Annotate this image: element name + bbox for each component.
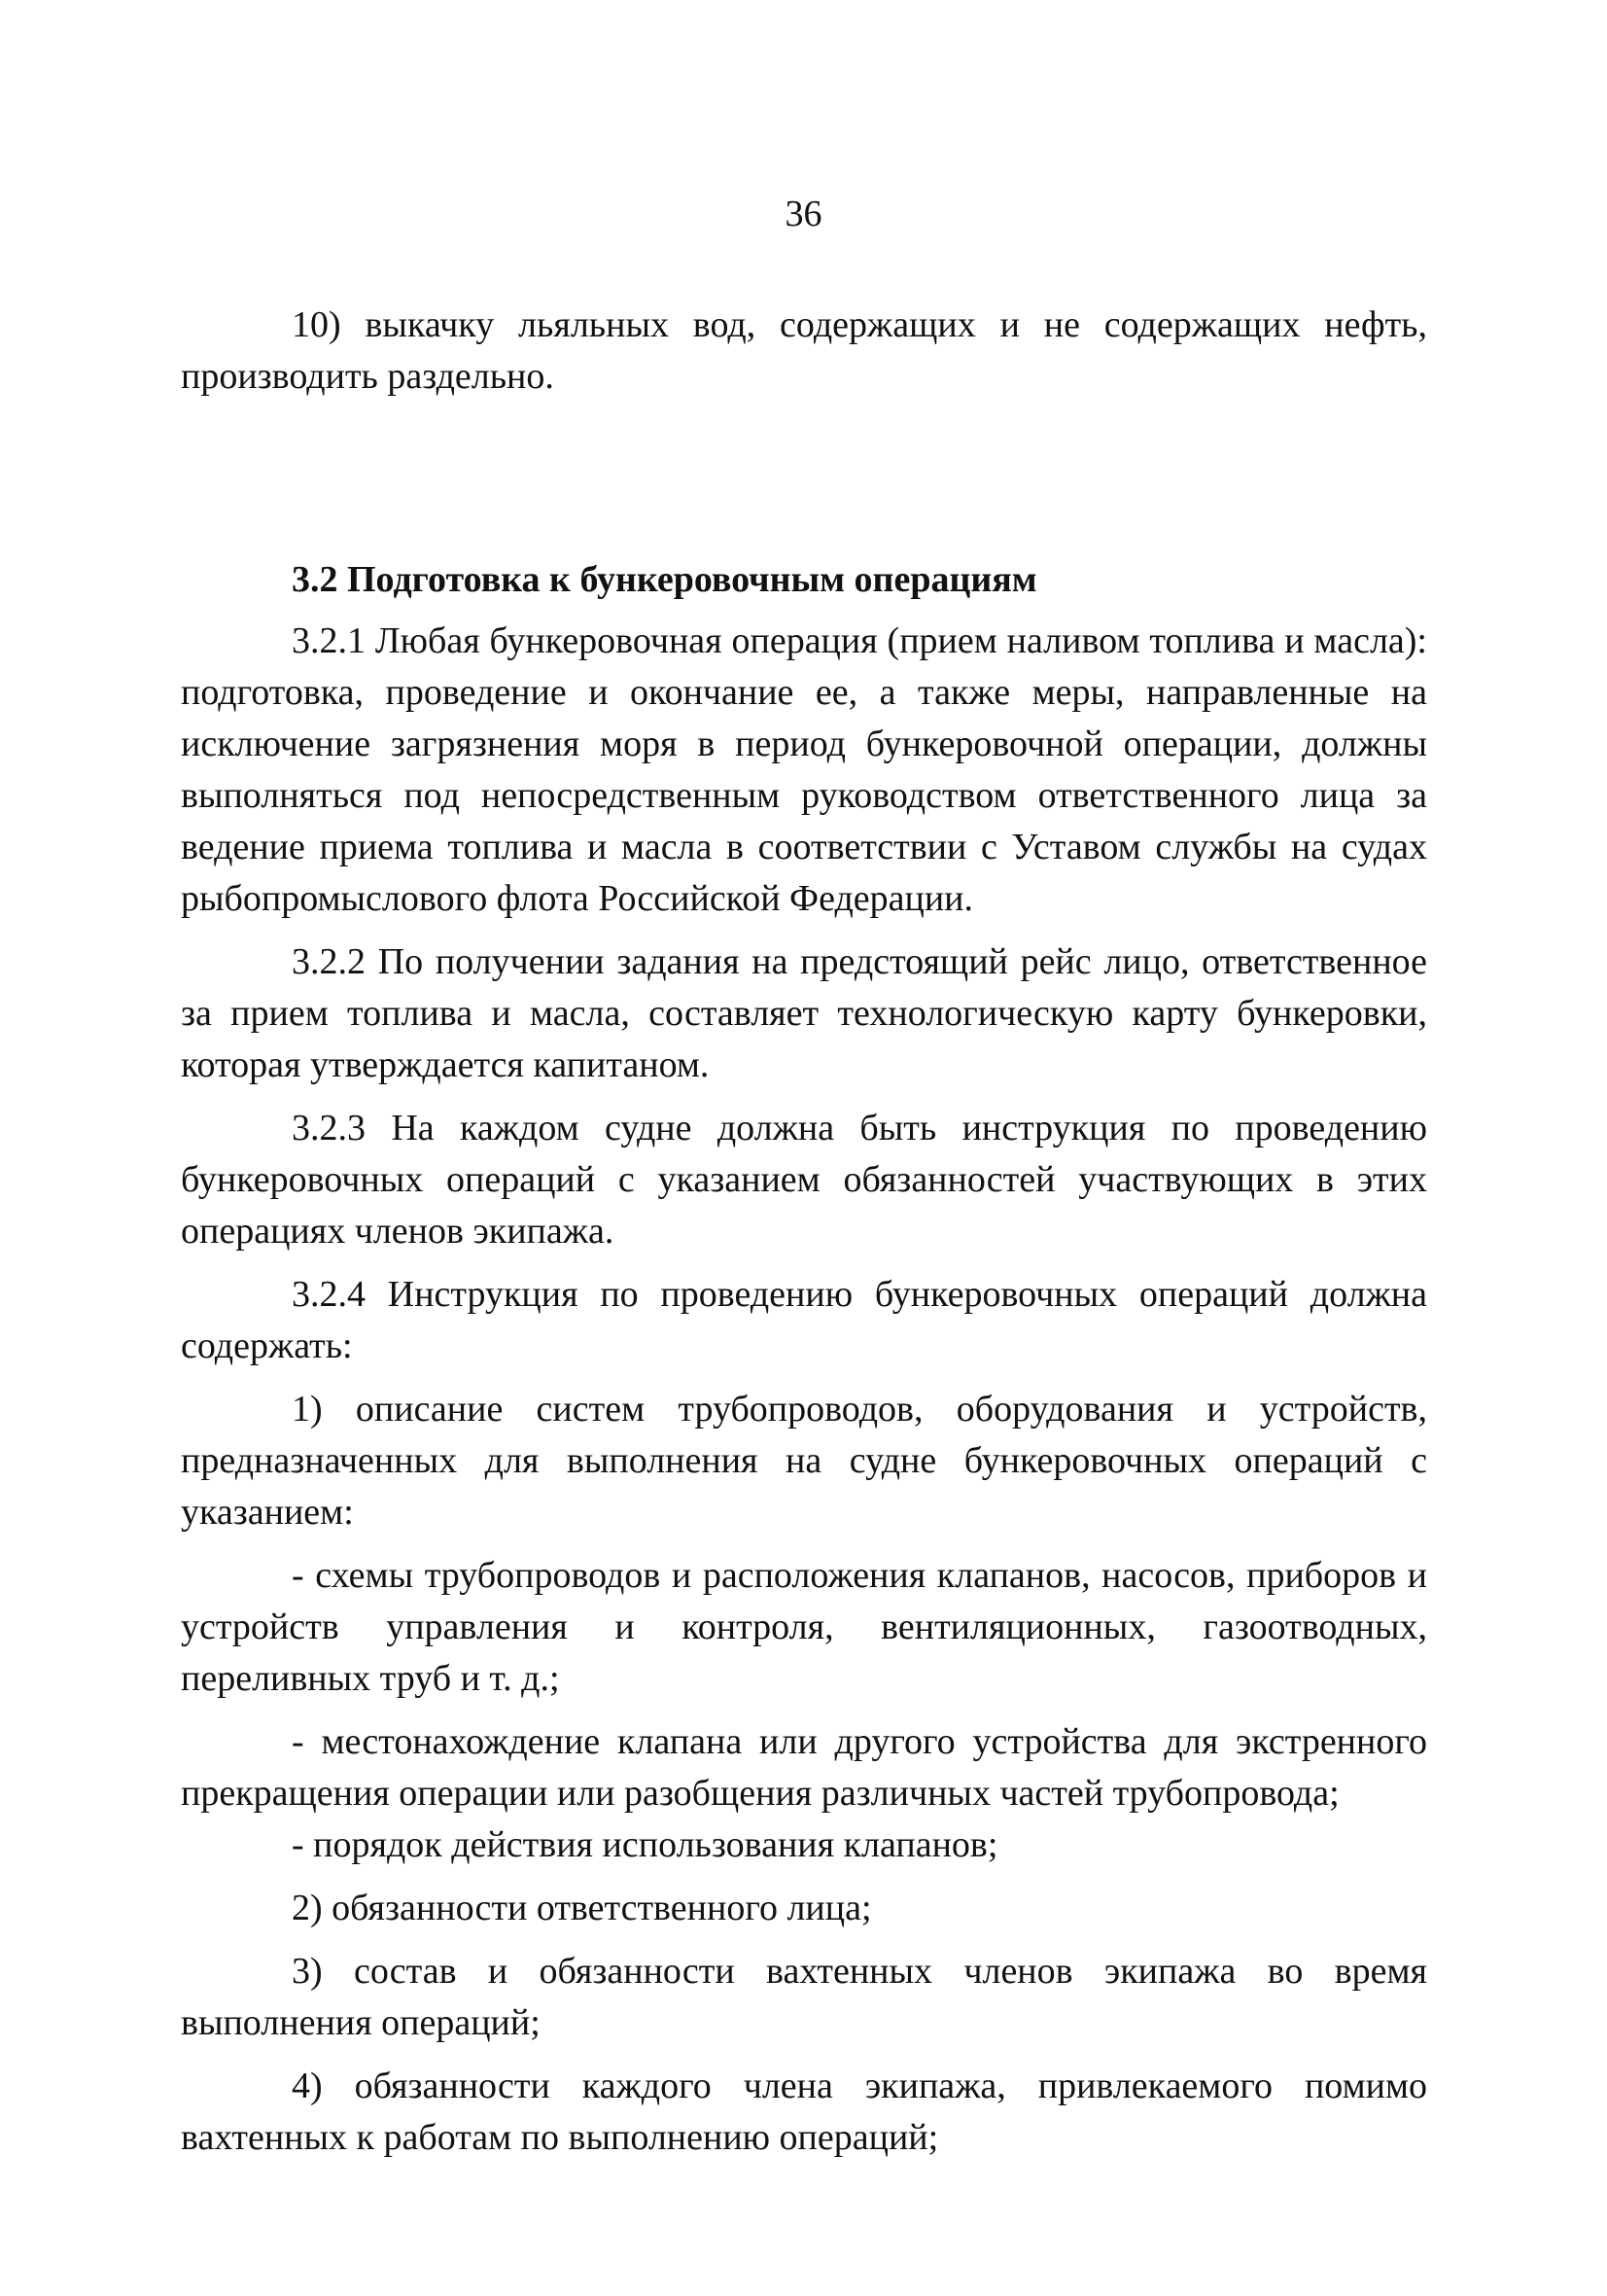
list-item-3: 3) состав и обязанности вахтенных членов экипажа во время выполнения операций; xyxy=(181,1951,1427,2043)
dash-item-pipeline-schemes: - схемы трубопроводов и расположения клапанов, насосов, приборов и устройств управления и контроля, вентиляционных, газоотводных, переливных труб и т. д.; xyxy=(181,1555,1427,1699)
dash-item-emergency-valve: - местонахождение клапана или другого устройства для экстренного прекращения операции или разобщения различных частей трубопровода; xyxy=(181,1721,1427,1814)
paragraph-3-2-2: 3.2.2 По получении задания на предстоящий рейс лицо, ответственное за прием топлива и масла, составляет технологическую карту бункеровки, которая утверждается капитаном. xyxy=(181,941,1427,1085)
dash-item-valve-procedure: - порядок действия использования клапанов; xyxy=(292,1824,998,1865)
list-item-1: 1) описание систем трубопроводов, оборудования и устройств, предназначенных для выполнения на судне бункеровочных операций с указанием: xyxy=(181,1389,1427,1533)
paragraph-3-2-4: 3.2.4 Инструкция по проведению бункеровочных операций должна содержать: xyxy=(181,1274,1427,1366)
list-item-2: 2) обязанности ответственного лица; xyxy=(292,1888,872,1928)
section-3-2 xyxy=(181,554,1427,2164)
list-item-10: 10) выкачку льяльных вод, содержащих и не содержащих нефть, производить раздельно. xyxy=(181,304,1427,397)
section-heading: 3.2 Подготовка к бункеровочным операциям xyxy=(292,559,1037,600)
list-item-4: 4) обязанности каждого члена экипажа, привлекаемого помимо вахтенных к работам по выполнению операций; xyxy=(181,2066,1427,2158)
page-number: 36 xyxy=(785,194,822,234)
intro-block xyxy=(181,300,1427,403)
paragraph-3-2-1: 3.2.1 Любая бункеровочная операция (прием наливом топлива и масла): подготовка, проведение и окончание ее, а также меры, направленные на исключение загрязнения моря в период бункеровочной операции, должны выполняться под непосредственным руководством ответственного лица за ведение приема топлива и масла в соответствии с Уставом службы на судах рыбопромыслового флота Российской Федерации. xyxy=(181,620,1427,919)
paragraph-3-2-3: 3.2.3 На каждом судне должна быть инструкция по проведению бункеровочных операций с указанием обязанностей участвующих в этих операциях членов экипажа. xyxy=(181,1108,1427,1252)
